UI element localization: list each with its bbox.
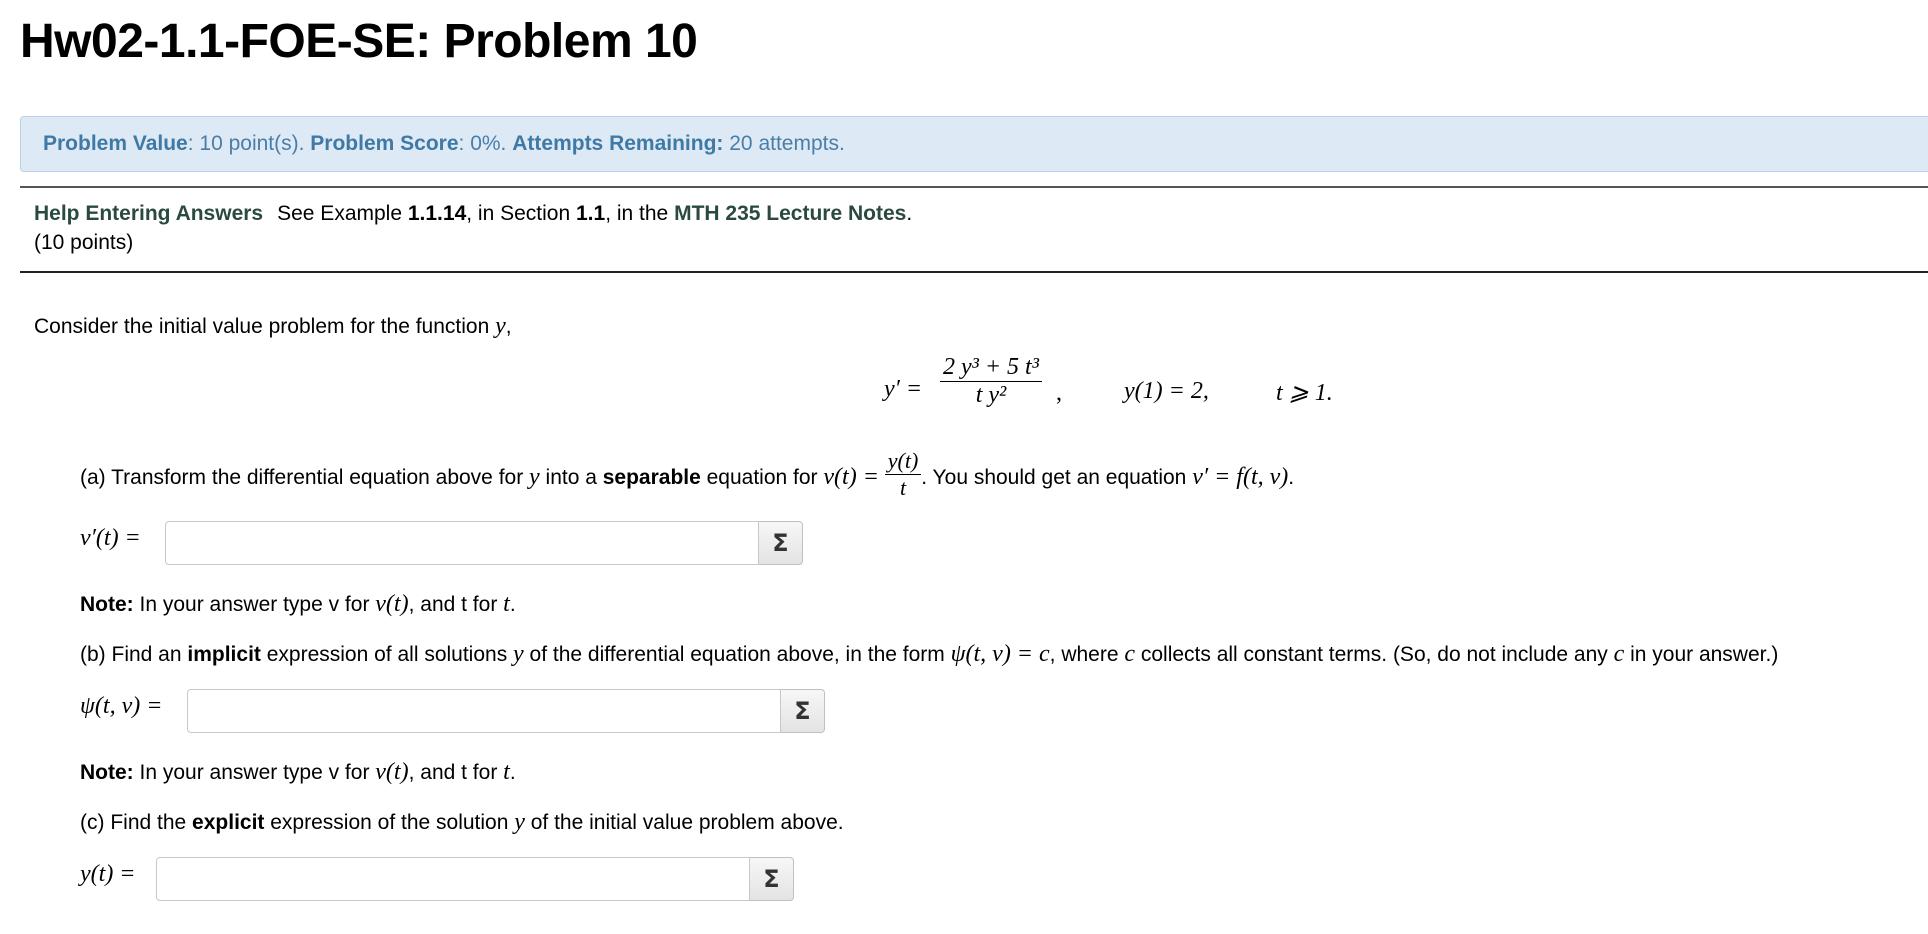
- answer-label-b: ψ(t, v) =: [80, 693, 163, 719]
- eq-comma: ,: [1056, 380, 1062, 406]
- equation-editor-button-a[interactable]: Σ: [759, 521, 803, 565]
- attempts-remaining-label: Attempts Remaining:: [512, 132, 724, 155]
- note-b-bold: Note:: [80, 761, 134, 784]
- part-b-text-6: in your answer.): [1624, 643, 1779, 666]
- attempts-remaining-text: 20 attempts.: [723, 132, 845, 155]
- part-c-bold: explicit: [192, 811, 265, 834]
- part-a-bold: separable: [602, 466, 701, 490]
- eq-numerator: 2 y³ + 5 t³: [940, 354, 1042, 382]
- intro-text: Consider the initial value problem for the function: [34, 315, 496, 338]
- note-b-text-1: In your answer type v for: [133, 761, 376, 784]
- note-b: [80, 759, 516, 786]
- part-b-text-5: collects all constant terms. (So, do not include any: [1135, 643, 1614, 666]
- problem-score-label: Problem Score: [310, 132, 459, 155]
- divider-bottom: [20, 271, 1928, 273]
- page-title: Hw02-1.1-FOE-SE: Problem 10: [20, 15, 698, 68]
- part-a-prompt: [80, 448, 1295, 505]
- eq-lhs: y′ =: [884, 376, 923, 402]
- part-a-frac-den: t: [899, 475, 907, 500]
- answer-label-c: y(t) =: [80, 861, 136, 887]
- eq-denominator: t y²: [975, 382, 1007, 408]
- note-b-var-t: t: [503, 759, 510, 785]
- note-a-var-v: v(t): [375, 591, 409, 617]
- answer-input-a[interactable]: [165, 521, 759, 565]
- part-b-text-1: (b) Find an: [80, 643, 188, 666]
- help-in-section-text: , in Section: [466, 202, 576, 225]
- help-line: [34, 202, 912, 226]
- part-a-fraction: [885, 448, 922, 501]
- equation-editor-button-b[interactable]: Σ: [781, 689, 825, 733]
- problem-score-text: : 0%.: [458, 132, 513, 155]
- eq-fraction: [940, 354, 1042, 409]
- part-a-text-4: . You should get an equation: [921, 466, 1193, 490]
- part-a-var-f: v′ = f(t, v): [1192, 464, 1289, 491]
- note-a-text-3: .: [509, 593, 516, 616]
- part-c-var-y: y: [514, 809, 525, 835]
- help-see-text: See Example: [277, 202, 408, 225]
- lecture-notes-link[interactable]: MTH 235 Lecture Notes: [674, 202, 907, 225]
- intro-end: ,: [505, 315, 512, 338]
- part-a-text-2: into a: [539, 466, 603, 490]
- intro-var: y: [495, 313, 506, 339]
- part-b-var-psi: ψ(t, v) = c: [950, 641, 1050, 667]
- note-b-text-3: .: [509, 761, 516, 784]
- eq-initial-condition: y(1) = 2,: [1124, 378, 1209, 404]
- note-a-var-t: t: [503, 591, 510, 617]
- part-a-text-3: equation for: [700, 466, 824, 490]
- points-text: (10 points): [34, 231, 134, 254]
- help-entering-answers-link[interactable]: Help Entering Answers: [34, 202, 264, 225]
- part-b-text-3: of the differential equation above, in the form: [523, 643, 951, 666]
- part-a-var-v: v(t) =: [823, 464, 879, 491]
- part-c-text-2: expression of the solution: [264, 811, 515, 834]
- part-b-var-c2: c: [1613, 641, 1625, 667]
- answer-input-b[interactable]: [187, 689, 781, 733]
- part-c-prompt: [80, 809, 844, 836]
- part-b-text-2: expression of all solutions: [260, 643, 514, 666]
- section-ref: 1.1: [575, 202, 606, 225]
- note-b-var-v: v(t): [375, 759, 409, 785]
- problem-intro: [34, 313, 512, 340]
- note-a-text-1: In your answer type v for: [133, 593, 376, 616]
- part-b-var-c: c: [1124, 641, 1136, 667]
- part-b-text-4: , where: [1049, 643, 1125, 666]
- help-period: .: [906, 202, 913, 225]
- problem-value-text: : 10 point(s).: [187, 132, 311, 155]
- part-a-text-1: (a) Transform the differential equation above for: [80, 466, 530, 490]
- part-a-frac-num: y(t): [885, 448, 922, 475]
- part-a-var-y: y: [529, 464, 540, 491]
- part-a-text-5: .: [1288, 466, 1295, 490]
- note-b-text-2: , and t for: [408, 761, 504, 784]
- problem-value-label: Problem Value: [43, 132, 188, 155]
- answer-label-a: v′(t) =: [80, 525, 141, 551]
- equation-editor-button-c[interactable]: Σ: [750, 857, 794, 901]
- example-ref: 1.1.14: [407, 202, 467, 225]
- help-in-the-text: , in the: [605, 202, 675, 225]
- part-b-var-y: y: [513, 641, 524, 667]
- eq-domain: t ⩾ 1.: [1276, 380, 1333, 406]
- note-a-text-2: , and t for: [408, 593, 504, 616]
- note-a: [80, 591, 516, 618]
- part-c-text-1: (c) Find the: [80, 811, 193, 834]
- part-c-text-3: of the initial value problem above.: [524, 811, 844, 834]
- divider-top: [20, 186, 1928, 188]
- part-b-bold: implicit: [187, 643, 261, 666]
- note-a-bold: Note:: [80, 593, 134, 616]
- answer-input-c[interactable]: [156, 857, 750, 901]
- part-b-prompt: [80, 641, 1778, 668]
- problem-info-banner: [20, 116, 1928, 172]
